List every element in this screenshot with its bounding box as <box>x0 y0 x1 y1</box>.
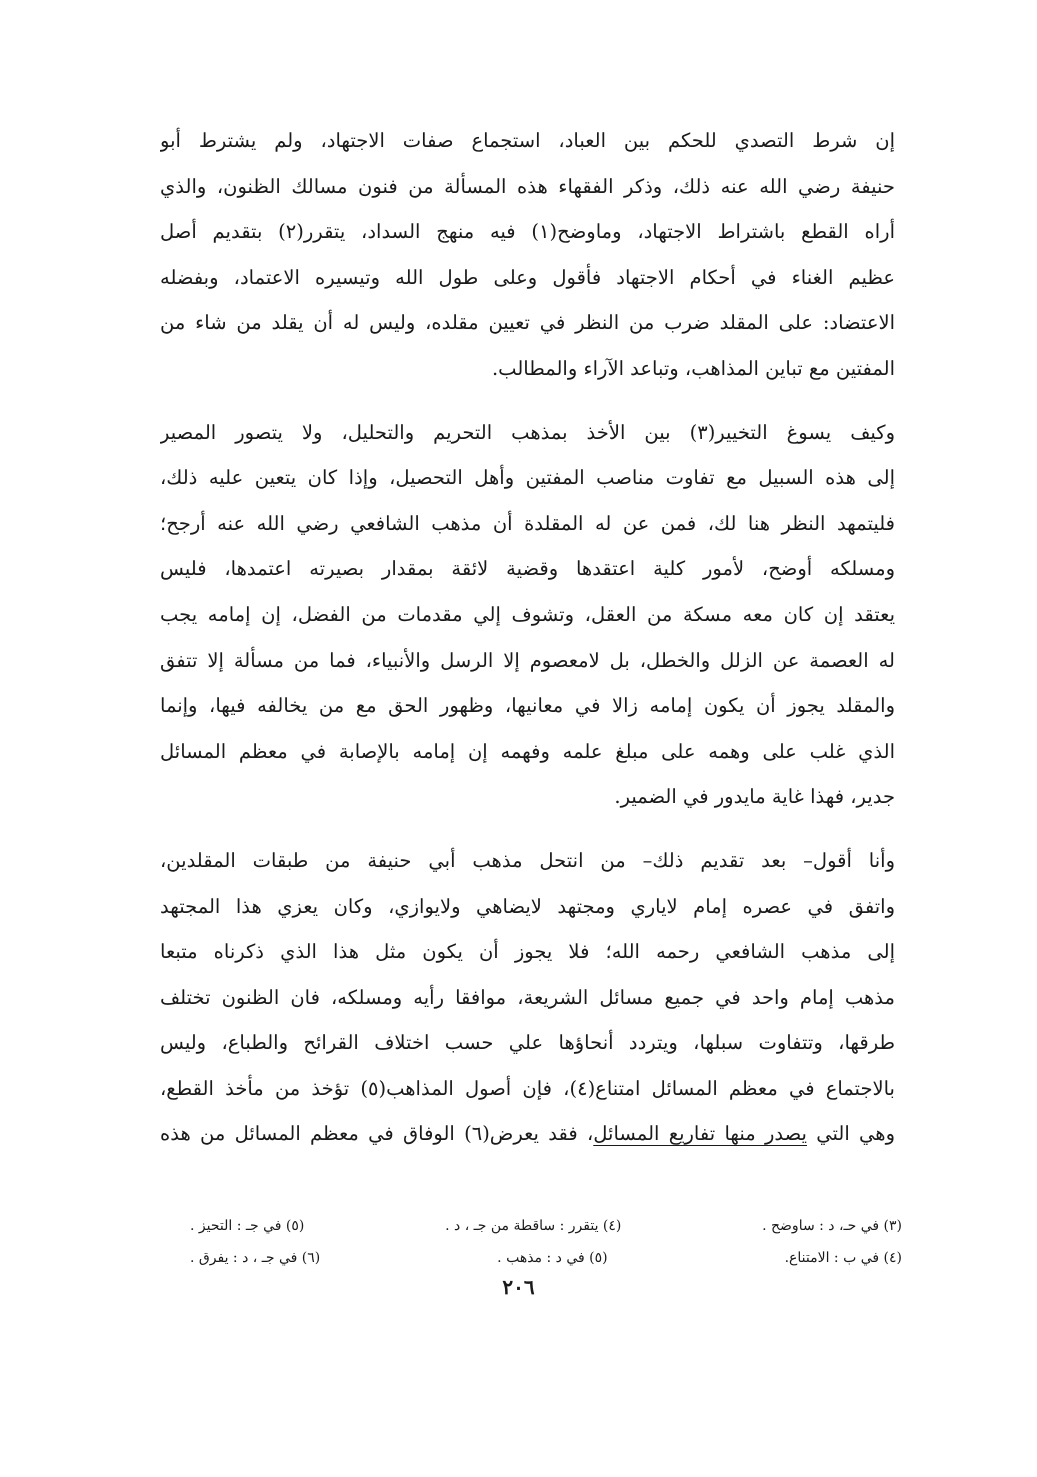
page-body <box>160 118 895 1157</box>
footnotes <box>190 1210 902 1274</box>
text-line: الاعتضاد: على المقلد ضرب من النظر في تعيين مقلده، وليس له أن يقلد من شاء من <box>160 311 895 335</box>
text-segment: ، فقد يعرض(٦) الوفاق في معظم المسائل من هذه <box>160 1122 594 1146</box>
text-line: ومسلكه أوضح، لأمور كلية اعتقدها وقضية لائقة بمقدار بصيرته اعتمدها، فليس <box>160 557 895 581</box>
paragraph-3 <box>160 838 895 1157</box>
underlined-phrase: يصدر منها تفاريع المسائل <box>593 1122 807 1146</box>
text-line: مذهب إمام واحد في جميع مسائل الشريعة، موافقا رأيه ومسلكه، فان الظنون تختلف <box>160 985 895 1009</box>
page-number: ٢٠٦ <box>502 1275 535 1299</box>
text-line: أراه القطع باشتراط الاجتهاد، وماوضح(١) فيه منهج السداد، يتقرر(٢) بتقديم أصل <box>160 220 895 244</box>
text-line: وأنا أقول– بعد تقديم ذلك– من انتحل مذهب أبي حنيفة من طبقات المقلدين، <box>160 848 895 872</box>
text-line: واتفق في عصره إمام لاياري ومجتهد لايضاهي ولايوازي، وكان يعزي هذا المجتهد <box>160 894 895 918</box>
footnote: (٤) يتقرر : ساقطة من جـ ، د . <box>445 1218 622 1234</box>
text-line: وكيف يسوغ التخيير(٣) بين الأخذ بمذهب التحريم والتحليل، ولا يتصور المصير <box>160 420 895 444</box>
text-line: جدير، فهذا غاية مايدور في الضمير. <box>614 785 895 809</box>
text-segment: وهي التي <box>806 1122 895 1146</box>
text-line-final <box>160 1111 895 1157</box>
text-line: إن شرط التصدي للحكم بين العباد، استجماع صفات الاجتهاد، ولم يشترط أبو <box>160 129 895 152</box>
text-line: له العصمة عن الزلل والخطل، بل لامعصوم إلا الرسل والأنبياء، فما من مسألة إلا تتفق <box>160 648 895 672</box>
text-line: طرقها، وتتفاوت سبلها، ويتردد أنحاؤها علي حسب اختلاف القرائح والطباع، وليس <box>160 1031 895 1055</box>
text-line: إلى مذهب الشافعي رحمه الله؛ فلا يجوز أن يكون مثل هذا الذي ذكرناه متبعا <box>160 940 895 964</box>
text-line: الذي غلب على وهمه على مبلغ علمه وفهمه إن إمامه بالإصابة في معظم المسائل <box>160 739 895 763</box>
footnote: (٤) في ب : الامتناع. <box>784 1250 902 1266</box>
text-line: والمقلد يجوز أن يكون إمامه زالا في معانيها، وظهور الحق مع من يخالفه فيها، وإنما <box>160 694 895 718</box>
footnote: (٣) في حـ، د : ساوضح . <box>762 1218 902 1234</box>
text-line: حنيفة رضي الله عنه ذلك، وذكر الفقهاء هذه المسألة من فنون مسالك الظنون، والذي <box>160 174 895 198</box>
paragraph-1 <box>160 118 895 392</box>
text-line: فليتمهد النظر هنا لك، فمن عن له المقلدة أن مذهب الشافعي رضي الله عنه أرجح؛ <box>160 511 895 535</box>
footnote-row <box>190 1210 902 1242</box>
footnote: (٦) في جـ ، د : يفرق . <box>190 1250 321 1266</box>
text-line: عظيم الغناء في أحكام الاجتهاد فأقول وعلى طول الله وتيسيره الاعتماد، وبفضله <box>160 265 895 289</box>
footnote-row <box>190 1242 902 1274</box>
paragraph-2 <box>160 410 895 820</box>
text-line: بالاجتماع في معظم المسائل امتناع(٤)، فإن أصول المذاهب(٥) تؤخذ من مأخذ القطع، <box>160 1076 895 1100</box>
text-line: المفتين مع تباين المذاهب، وتباعد الآراء والمطالب. <box>491 356 895 380</box>
footnote: (٥) في جـ : التحيز . <box>190 1218 305 1234</box>
text-line: إلى هذه السبيل مع تفاوت مناصب المفتين وأهل التحصيل، وإذا كان يتعين عليه ذلك، <box>160 466 895 490</box>
footnote: (٥) في د : مذهب . <box>497 1250 608 1266</box>
text-line: يعتقد إن كان معه مسكة من العقل، وتشوف إلي مقدمات من الفضل، إن إمامه يجب <box>160 602 895 626</box>
